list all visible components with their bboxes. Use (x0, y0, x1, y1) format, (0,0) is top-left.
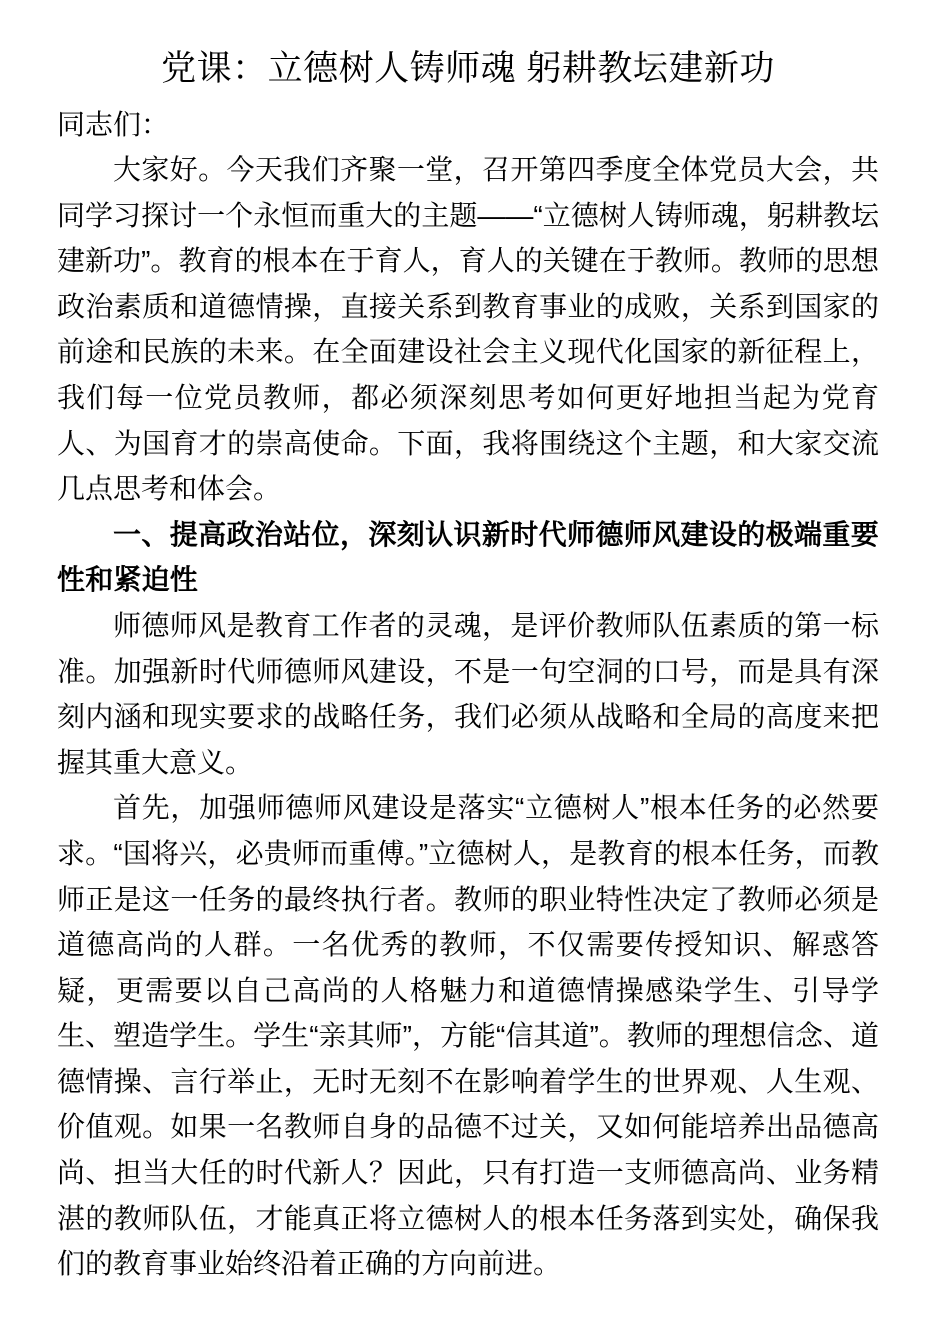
salutation: 同志们： (57, 109, 170, 140)
section-heading-one: 一、提高政治站位，深刻认识新时代师德师风建设的极端重要性和紧迫性 (57, 518, 879, 596)
document-body (57, 44, 879, 1344)
paragraph-opening: 大家好。今天我们齐聚一堂，召开第四季度全体党员大会，共同学习探讨一个永恒而重大的主题——“立德树人铸师魂，躬耕教坛建新功”。教育的根本在于育人，育人的关键在于教师。教师的思想政治素质和道德情操，直接关系到教育事业的成败，关系到国家的前途和民族的未来。在全面建设社会主义现代化国家的新征程上，我们每一位党员教师，都必须深刻思考如何更好地担当起为党育人、为国育才的崇高使命。下面，我将围绕这个主题，和大家交流几点思考和体会。 (57, 154, 879, 505)
paragraph-section1-a: 师德师风是教育工作者的灵魂，是评价教师队伍素质的第一标准。加强新时代师德师风建设，不是一句空洞的口号，而是具有深刻内涵和现实要求的战略任务，我们必须从战略和全局的高度来把握其重大意义。 (57, 609, 879, 778)
paragraph-section1-b: 首先，加强师德师风建设是落实“立德树人”根本任务的必然要求。“国将兴，必贵师而重傅。”立德树人，是教育的根本任务，而教师正是这一任务的最终执行者。教师的职业特性决定了教师必须是道德高尚的人群。一名优秀的教师，不仅需要传授知识、解惑答疑，更需要以自己高尚的人格魅力和道德情操感染学生、引导学生、塑造学生。学生“亲其师”，方能“信其道”。教师的理想信念、道德情操、言行举止，无时无刻不在影响着学生的世界观、人生观、价值观。如果一名教师自身的品德不过关，又如何能培养出品德高尚、担当大任的时代新人？因此，只有打造一支师德高尚、业务精湛的教师队伍，才能真正将立德树人的根本任务落到实处，确保我们的教育事业始终沿着正确的方向前进。 (57, 792, 879, 1280)
page-bottom-margin (57, 1287, 879, 1344)
page-title: 党课：立德树人铸师魂 躬耕教坛建新功 (161, 49, 775, 88)
